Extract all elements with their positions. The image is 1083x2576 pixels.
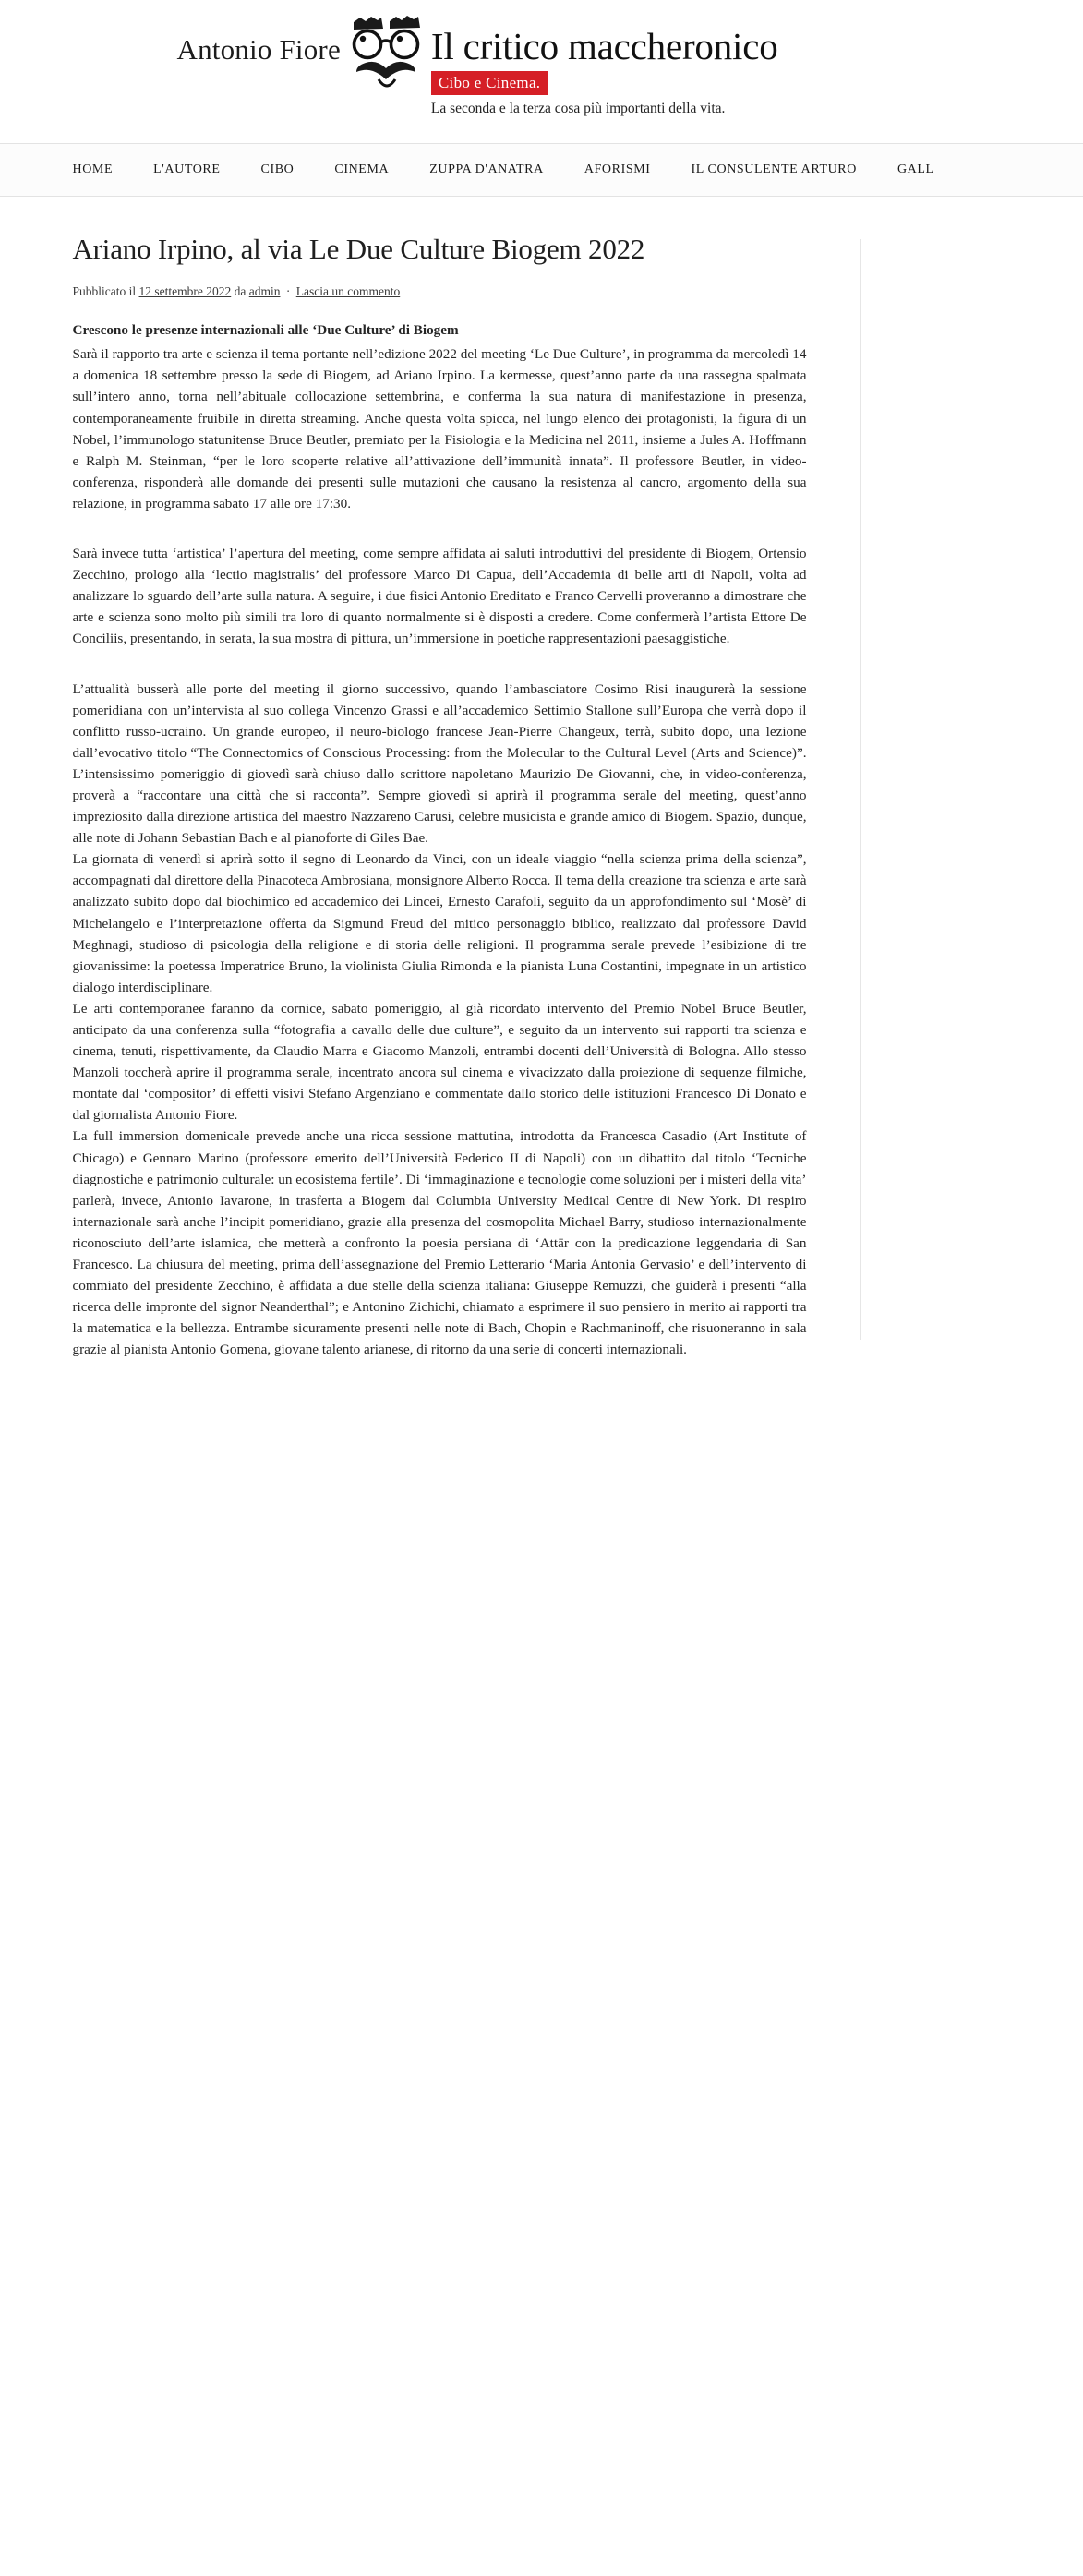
entry-paragraph: La full immersion domenicale prevede anche una ricca sessione mattutina, introdotta da Francesca Casadio (Art Institute of Chicago) e Gennaro Marino (professore emerito dell’Università Federico II di Napoli) con un dibattito dal titolo ‘Tecniche diagnostiche e patrimonio culturale: un ecosistema fertile’. Di ‘immaginazione e tecnologie come soluzioni per i misteri della vita’ parlerà, invece, Antonio Iavarone, in trasferta a Biogem dal Columbia University Medical Centre di New York. Di respiro internazionale sarà anche l’incipit pomeridiano, grazie alla presenza del cosmopolita Michael Barry, studioso internazionalmente riconosciuto dell’arte islamica, che metterà a confronto la poesia persiana di ‘Attār con la predicazione leggendaria di San Francesco. La chiusura del meeting, prima dell’assegnazione del Premio Letterario ‘Maria Antonia Gervasio’ e dell’intervento di commiato del presidente Zecchino, è affidata a due stelle della scienza italiana: Giuseppe Remuzzi, che guiderà i presenti “alla ricerca delle impronte del signor Neanderthal”; e Antonino Zichichi, chiamato a esprimere il suo pensiero in merito ai rapporti tra la matematica e la bellezza. Entrambe sicuramente presenti nelle note di Bach, Chopin e Rachmaninoff, che risuoneranno in sala grazie al pianista Antonio Gomena, giovane talento arianese, di ritorno da una serie di concerti internazionali. [72,1128,807,1358]
published-prefix: Pubblicato il [72,284,137,299]
page-body [34,197,1050,1377]
sidebar [861,232,1050,1377]
by-prefix: da [234,284,247,299]
entry-paragraph: Sarà il rapporto tra arte e scienza il tema portante nell’edizione 2022 del meeting ‘Le Due Culture’, in programma da mercoledì 14 a domenica 18 settembre presso la sede di Biogem, ad Ariano Irpino. La kermesse, quest’anno parte da una rassegna spalmata sull’intero anno, torna nell’abituale collocazione settembrina, e conferma la sua natura di manifestazione in presenza, contemporaneamente fruibile in diretta streaming. Anche questa volta spicca, nel lungo elenco dei protagonisti, la figura di un Nobel, l’immunologo statunitense Bruce Beutler, premiato per la Fisiologia e la Medicina nel 2011, insieme a Jules A. Hoffmann e Ralph M. Steinman, “per le loro scoperte relative all’attivazione dell’immunità innata”. Il professore Beutler, in video-conferenza, risponderà alle domande dei presenti sulle mutazioni che causano la resistenza al cancro, argomento della sua relazione, in programma sabato 17 alle ore 17:30. [72,346,807,512]
logo-author-name: Antonio Fiore [176,33,341,66]
leave-comment-link[interactable]: Lascia un commento [295,284,401,299]
site-header [0,0,1083,143]
nav-item-zuppa-danatra[interactable]: ZUPPA D'ANATRA [429,163,544,176]
nav-item-cibo[interactable]: CIBO [260,163,295,176]
nav-item-home[interactable]: HOME [72,163,114,176]
site-logo[interactable] [177,13,778,117]
glasses-moustache-icon [348,13,426,94]
paragraph-spacer [73,666,807,679]
entry-meta [73,284,807,299]
nav-item-galleria[interactable]: GALL [896,163,934,176]
nav-item-il-consulente-arturo[interactable]: IL CONSULENTE ARTURO [691,163,857,176]
site-title: Il critico maccheronico [430,25,778,67]
primary-navigation-list [34,144,1050,196]
entry-lead: Crescono le presenze internazionali alle ‘Due Culture’ di Biogem [72,322,459,339]
meta-separator: · [285,284,291,299]
logo-title-block [431,13,778,117]
entry-paragraph: La giornata di venerdì si aprirà sotto il segno di Leonardo da Vinci, con un ideale viaggio “nella scienza prima della scienza”, accompagnati dal direttore della Pinacoteca Ambrosiana, monsignore Alberto Rocca. Il tema della creazione tra scienza e arte sarà analizzato subito dopo dal biochimico ed accademico dei Lincei, Ernesto Carafoli, seguito da un approfondimento sul ‘Mosè’ di Michelangelo e l’interpretazione offerta da Sigmund Freud del mitico personaggio biblico, realizzato dal professore David Meghnagi, studioso di psicologia della religione e di storia delle religioni. Il programma serale prevede l’esibizione di tre giovanissime: la poetessa Imperatrice Bruno, la violinista Giulia Rimonda e la pianista Luna Costantini, impegnate in un artistico dialogo interdisciplinare. [72,851,807,995]
nav-item-cinema[interactable]: CINEMA [334,163,390,176]
entry-date-link[interactable]: 12 settembre 2022 [138,284,232,299]
logo-author-block [177,13,341,64]
masthead [34,0,1050,143]
paragraph-spacer [73,530,807,543]
entry-paragraph: Sarà invece tutta ‘artistica’ l’apertura del meeting, come sempre affidata ai saluti introduttivi del presidente di Biogem, Ortensio Zecchino, prologo alla ‘lectio magistralis’ del professore Marco Di Capua, dell’Accademia di belle arti di Napoli, volta ad analizzare lo sguardo dell’arte sulla natura. A seguire, i due fisici Antonio Ereditato e Franco Cervelli proveranno a dimostrare che arte e scienza sono molto più simili tra loro di quanto normalmente si è disposti a credere. Come confermerà l’artista Ettore De Conciliis, presentando, in serata, la sua mostra di pittura, un’immersione in poetiche rappresentazioni paesaggistiche. [72,546,807,647]
page-title: Ariano Irpino, al via Le Due Culture Biogem 2022 [72,233,645,265]
primary-navigation [0,143,1083,197]
nav-item-aforismi[interactable]: AFORISMI [584,163,651,176]
main-content [34,232,860,1377]
nav-item-lautore[interactable]: L'AUTORE [153,163,221,176]
site-tagline: La seconda e la terza cosa più importanti della vita. [430,101,726,116]
entry-paragraph: L’attualità busserà alle porte del meeting il giorno successivo, quando l’ambasciatore Cosimo Risi inaugurerà la sessione pomeridiana con un’intervista al suo collega Vincenzo Grassi e all’accademico Settimio Stallone sull’Europa che verrà dopo il conflitto russo-ucraino. Un grande europeo, il neuro-biologo francese Jean-Pierre Changeux, terrà, subito dopo, una lezione dall’evocativo titolo “The Connectomics of Conscious Processing: from the Molecular to the Cultural Level (Arts and Science)”. L’intensissimo pomeriggio di giovedì sarà chiuso dallo scrittore napoletano Maurizio De Giovanni, che, in video-conferenza, proverà a “raccontare una città che si racconta”. Sempre giovedì si aprirà il programma serale del meeting, quest’anno impreziosito dalla direzione artistica del maestro Nazzareno Carusi, celebre musicista e grande amico di Biogem. Spazio, dunque, alle note di Johann Sebastian Bach e al pianoforte di Giles Bae. [72,680,807,847]
entry-paragraph: Le arti contemporanee faranno da cornice, sabato pomeriggio, al già ricordato intervento del Premio Nobel Bruce Beutler, anticipato da una conferenza sulla “fotografia a cavallo delle due culture”, e seguito da un intervento sui rapporti tra scienza e cinema, tenuti, rispettivamente, da Claudio Marra e Giacomo Manzoli, entrambi docenti dell’Università di Bologna. Allo stesso Manzoli toccherà aprire il programma serale, incentrato ancora sul cinema e vivacizzato dalla proiezione di sequenze filmiche, montate dal ‘compositor’ di effetti visivi Stefano Argenziano e commentate dallo storico delle istituzioni Francesco Di Donato e dal giornalista Antonio Fiore. [72,1000,807,1124]
entry-author-link[interactable]: admin [248,284,281,299]
entry-content [73,319,807,1360]
site-badge: Cibo e Cinema. [431,71,548,95]
